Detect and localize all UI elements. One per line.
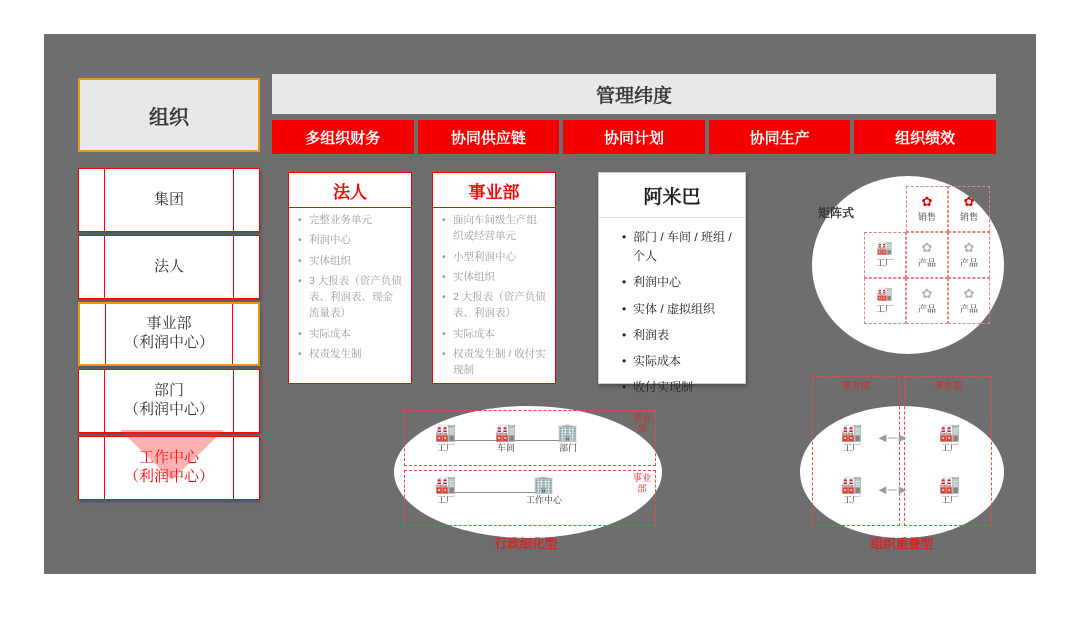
factory-icon: 🏭	[435, 423, 457, 442]
overlap-node-factory-3	[830, 476, 874, 506]
overlap-node-factory-4	[928, 476, 972, 506]
org-level-line1: 事业部	[146, 315, 192, 333]
admin-node-factory-1	[424, 424, 468, 454]
overlap-arrow-icon-2: ◄─►	[876, 482, 908, 497]
overlap-top-label-2: 事业部	[933, 381, 963, 392]
factory-icon: 🏭	[939, 475, 961, 494]
matrix-cell-label: 产品	[959, 304, 978, 314]
card-amoeba	[598, 172, 746, 395]
org-level-line1: 工作中心	[138, 449, 199, 467]
factory-icon: 🏭	[876, 240, 894, 255]
list-item: • 实际成本	[453, 326, 547, 342]
management-dimension-header	[272, 74, 996, 114]
matrix-cell-label: 销售	[959, 212, 978, 222]
matrix-cell-product-1	[906, 232, 948, 278]
node-label: 工作中心	[525, 495, 562, 505]
overlap-diagram-caption: 组织重叠型	[870, 537, 934, 551]
node-label: 车间	[496, 443, 515, 453]
tab-label: 组织绩效	[895, 129, 956, 147]
card-bullet-list	[289, 212, 411, 362]
node-label: 工厂	[940, 495, 959, 505]
org-level-line2: （利润中心）	[123, 401, 214, 418]
overlap-top-label-1: 事业部	[841, 381, 871, 392]
node-label: 工厂	[436, 443, 455, 453]
level-inner-divider-right	[233, 169, 259, 231]
tab-org-performance[interactable]	[854, 120, 996, 154]
matrix-cell-factory-1	[864, 232, 906, 278]
card-legal-entity	[288, 172, 412, 384]
matrix-cell-product-4	[948, 278, 990, 324]
gear-icon: ✿	[963, 240, 975, 255]
list-item: • 3 大报表（资产负债表、利润表、现金流量表）	[309, 273, 403, 322]
admin-node-department	[546, 424, 590, 454]
matrix-cell-empty	[864, 186, 906, 232]
overlap-node-factory-1	[830, 424, 874, 454]
tab-label: 协同生产	[749, 129, 810, 147]
matrix-cell-product-2	[948, 232, 990, 278]
gear-icon: ✿	[921, 194, 933, 209]
list-item: • 利润中心	[633, 273, 737, 292]
org-level-line1: 部门	[153, 382, 184, 400]
factory-icon: 🏭	[841, 423, 863, 442]
node-label: 工厂	[940, 443, 959, 453]
admin-side-label-2: 事业部	[632, 473, 652, 495]
factory-icon: 🏭	[435, 475, 457, 494]
tab-label: 多组织财务	[305, 129, 381, 147]
building-icon: 🏢	[557, 423, 579, 442]
list-item: • 利润表	[633, 326, 737, 345]
org-level-bumen[interactable]	[78, 369, 260, 433]
matrix-cell-label: 工厂	[875, 258, 894, 268]
admin-node-workcenter	[514, 476, 574, 506]
tab-collaborative-planning[interactable]	[563, 120, 705, 154]
matrix-type-label: 矩阵式	[818, 206, 855, 220]
level-inner-divider-left	[79, 236, 105, 298]
matrix-cell-factory-2	[864, 278, 906, 324]
level-inner-divider-left	[80, 304, 106, 364]
org-level-shiyebu[interactable]	[78, 302, 260, 366]
overlap-node-factory-2	[928, 424, 972, 454]
list-item: • 实体 / 虚拟组织	[633, 300, 737, 319]
level-inner-divider-left	[79, 169, 105, 231]
org-level-label: 法人	[153, 257, 184, 275]
list-item: • 面向车间级生产组织或经营单元	[453, 212, 547, 245]
list-item: • 收付实现制	[633, 378, 737, 397]
level-inner-divider-left	[79, 370, 105, 432]
tab-collaborative-supply-chain[interactable]	[418, 120, 560, 154]
overlap-arrow-icon-1: ◄─►	[876, 430, 908, 445]
org-level-label-block	[124, 315, 214, 353]
admin-node-factory-2	[424, 476, 468, 506]
gear-icon: ✿	[963, 194, 975, 209]
matrix-cell-label: 产品	[917, 304, 936, 314]
workshop-icon: 🏭	[495, 423, 517, 442]
org-title-label: 组织	[149, 106, 189, 129]
list-item: • 2 大报表（资产负债表、利润表）	[453, 289, 547, 322]
admin-diagram-caption: 行政细化型	[494, 537, 558, 551]
level-inner-divider-right	[232, 304, 258, 364]
matrix-cell-label: 产品	[917, 258, 936, 268]
level-inner-divider-right	[233, 437, 259, 499]
card-title: 阿米巴	[599, 173, 745, 218]
management-dimension-label: 管理纬度	[595, 85, 672, 107]
list-item: • 权责发生制	[309, 346, 403, 362]
card-title: 法人	[289, 173, 411, 208]
matrix-cell-sales-1	[906, 186, 948, 232]
downward-arrow-icon	[120, 430, 224, 480]
level-inner-divider-right	[233, 370, 259, 432]
tab-multi-org-finance[interactable]	[272, 120, 414, 154]
matrix-cell-product-3	[906, 278, 948, 324]
card-business-unit	[432, 172, 556, 384]
card-title: 事业部	[433, 173, 555, 208]
tab-collaborative-production[interactable]	[709, 120, 851, 154]
matrix-cell-label: 工厂	[875, 304, 894, 314]
org-level-line2: （利润中心）	[123, 468, 214, 485]
admin-node-workshop	[484, 424, 528, 454]
matrix-cell-sales-2	[948, 186, 990, 232]
level-inner-divider-left	[79, 437, 105, 499]
list-item: • 实体组织	[453, 269, 547, 285]
org-title-box[interactable]	[78, 78, 260, 152]
matrix-grid	[864, 186, 990, 322]
list-item: • 部门 / 车间 / 班组 / 个人	[633, 228, 737, 266]
management-tab-row	[272, 120, 996, 154]
gear-icon: ✿	[963, 286, 975, 301]
tab-label: 协同供应链	[450, 129, 526, 147]
list-item: • 实际成本	[309, 326, 403, 342]
org-level-jituan[interactable]	[78, 168, 260, 232]
org-level-faren[interactable]	[78, 235, 260, 299]
node-label: 工厂	[842, 495, 861, 505]
node-label: 部门	[558, 443, 577, 453]
org-level-label-block	[124, 382, 214, 420]
list-item: • 实际成本	[633, 352, 737, 371]
factory-icon: 🏭	[939, 423, 961, 442]
node-label: 工厂	[842, 443, 861, 453]
list-item: • 小型利润中心	[453, 249, 547, 265]
list-item: • 权责发生制 / 收付实现制	[453, 346, 547, 379]
factory-icon: 🏭	[876, 286, 894, 301]
list-item: • 完整业务单元	[309, 212, 403, 228]
gear-icon: ✿	[921, 286, 933, 301]
factory-icon: 🏭	[841, 475, 863, 494]
org-level-line2: （利润中心）	[123, 334, 214, 351]
building-icon: 🏢	[533, 475, 555, 494]
gear-icon: ✿	[921, 240, 933, 255]
list-item: • 利润中心	[309, 232, 403, 248]
node-label: 工厂	[436, 495, 455, 505]
matrix-cell-label: 销售	[917, 212, 936, 222]
tab-label: 协同计划	[603, 129, 664, 147]
list-item: • 实体组织	[309, 253, 403, 269]
org-level-label: 集团	[153, 190, 184, 208]
level-inner-divider-right	[233, 236, 259, 298]
matrix-cell-label: 产品	[959, 258, 978, 268]
card-bullet-list	[599, 228, 745, 397]
card-bullet-list	[433, 212, 555, 378]
admin-side-label-1: 事业部	[632, 413, 652, 435]
